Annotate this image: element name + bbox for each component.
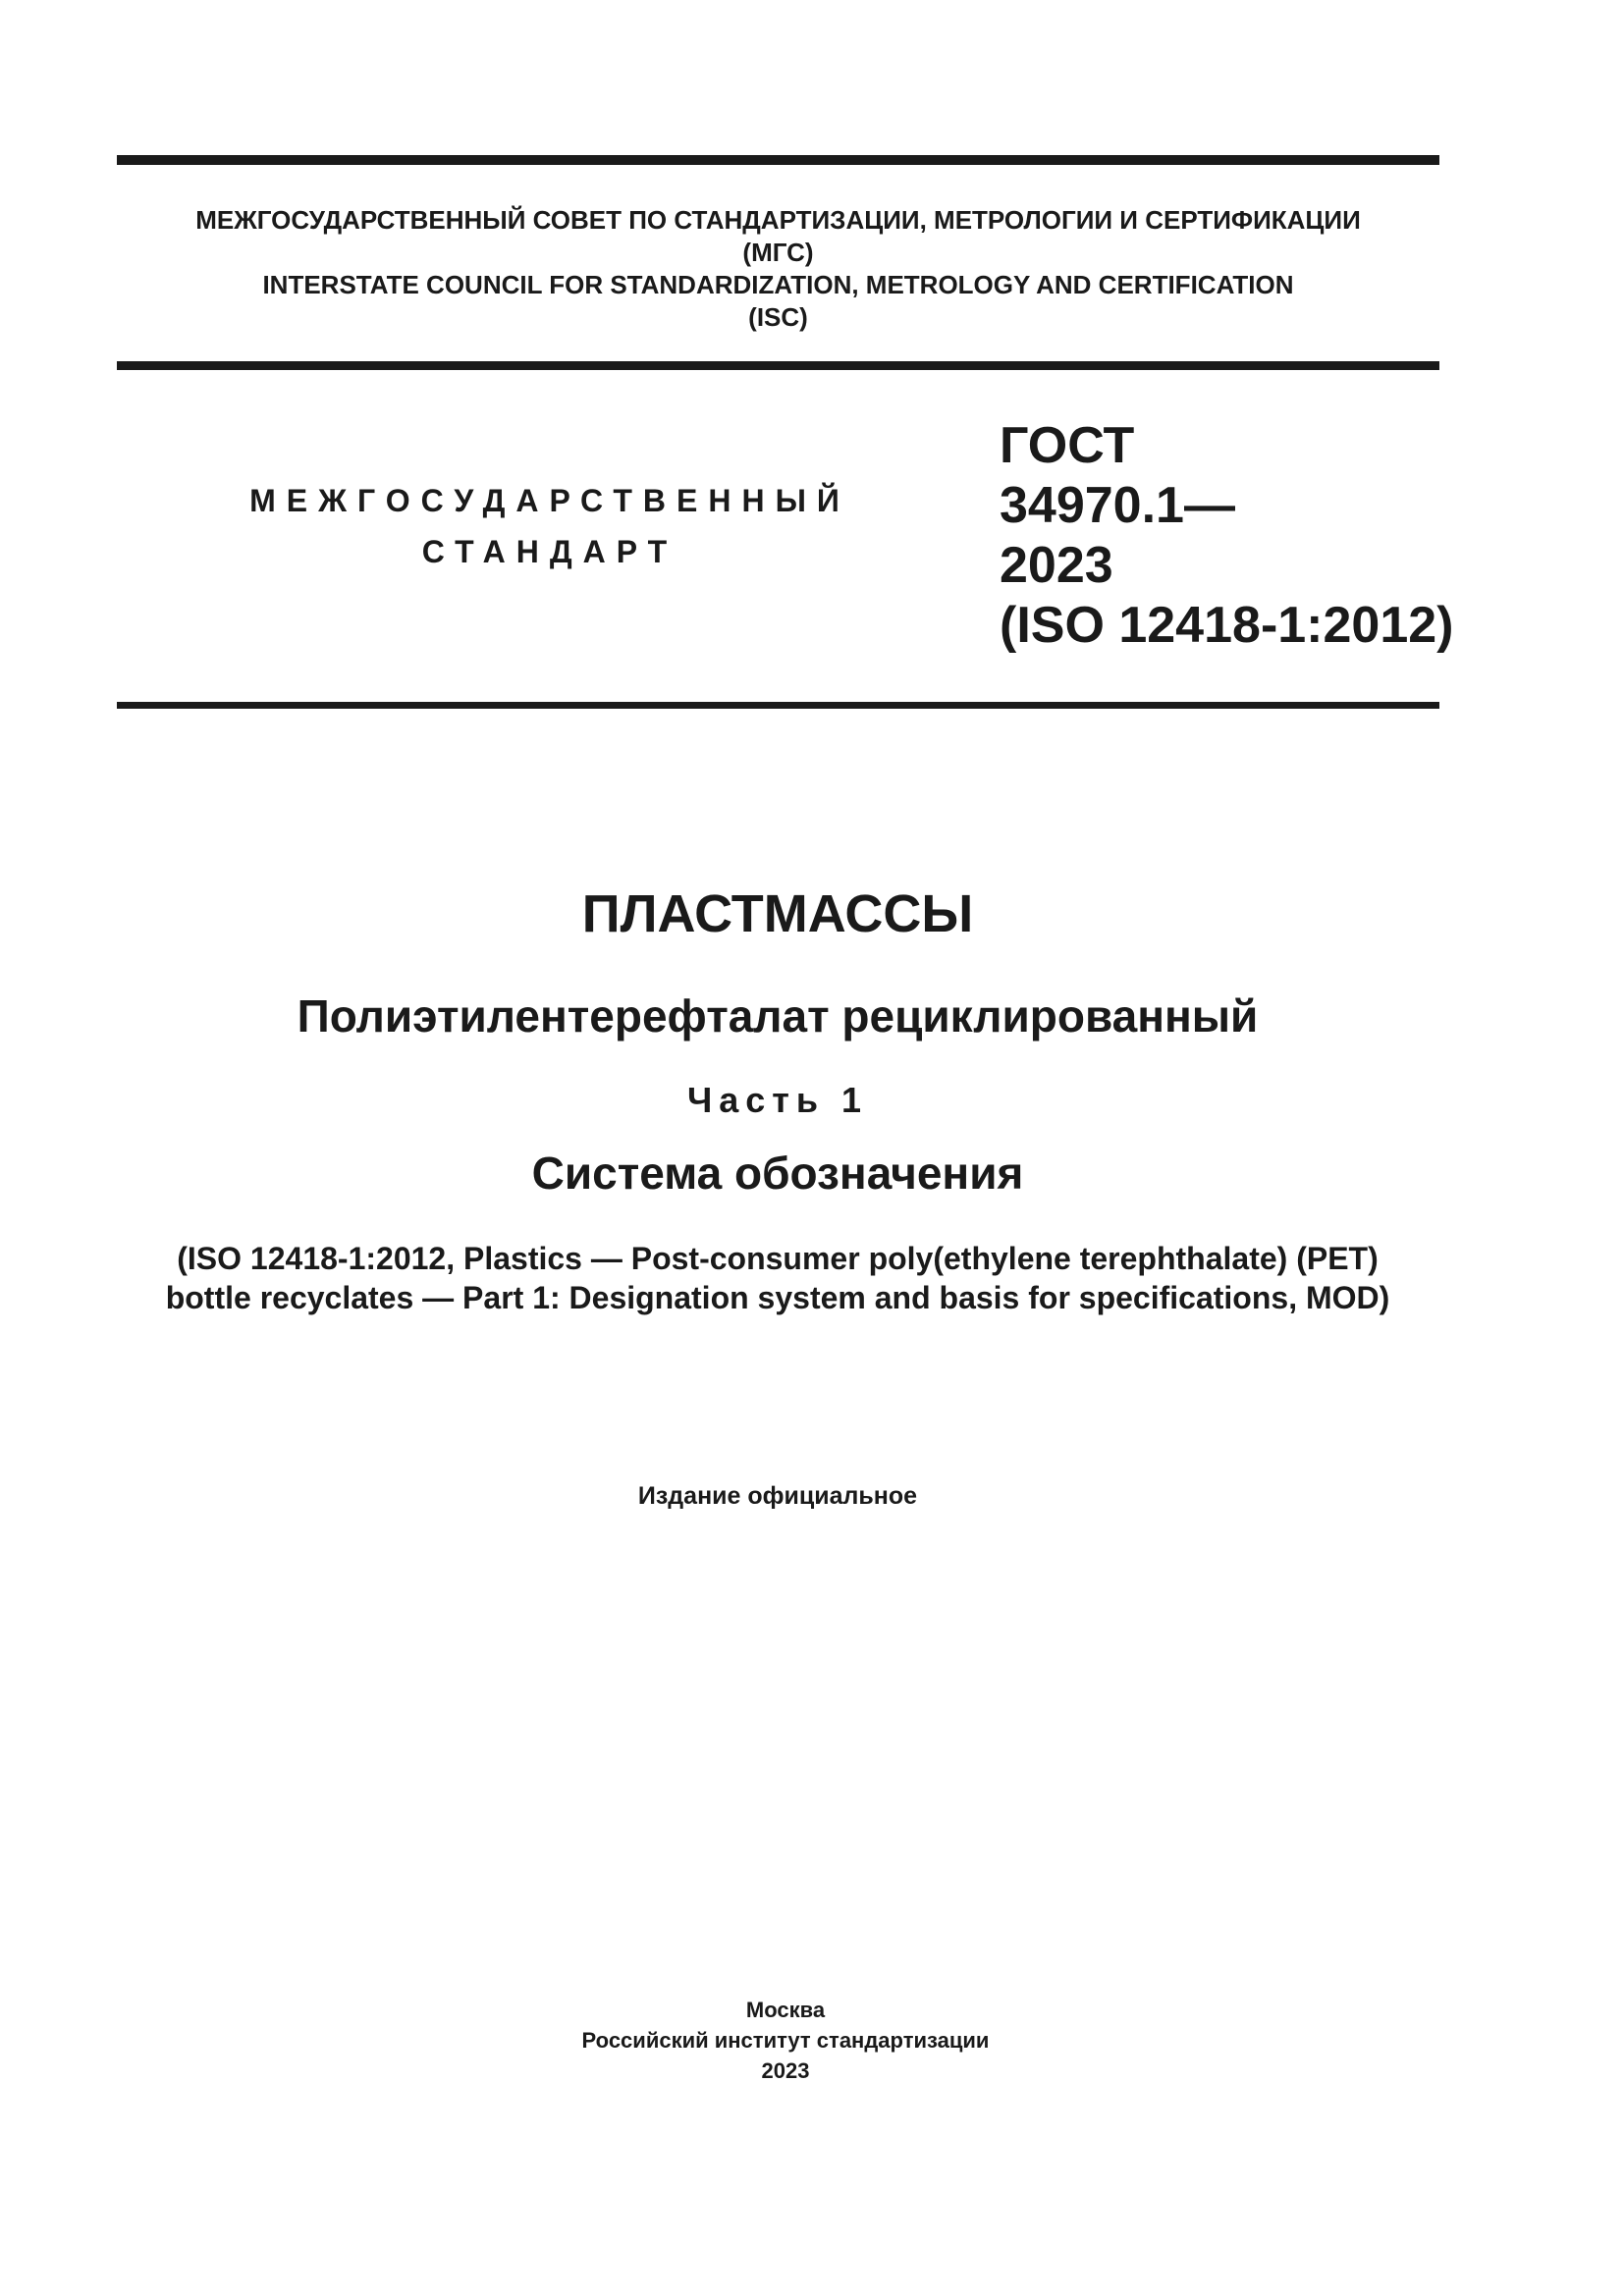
- edition-label: Издание официальное: [637, 1482, 918, 1510]
- council-abbr-en: (ISC): [748, 302, 808, 332]
- designation-number: 34970.1—: [1000, 477, 1235, 534]
- designation-year: 2023: [1000, 537, 1113, 594]
- middle-rule: [117, 361, 1439, 370]
- standard-type: [196, 475, 903, 577]
- part-title: Система обозначения: [531, 1148, 1024, 1199]
- top-rule: [117, 155, 1439, 165]
- imprint-publisher: Российский институт стандартизации: [581, 2028, 990, 2053]
- document-title: ПЛАСТМАССЫ: [581, 884, 974, 943]
- council-abbr-ru: (МГС): [742, 238, 814, 267]
- imprint-year: 2023: [761, 2058, 810, 2083]
- iso-reference-line2: bottle recyclates — Part 1: Designation system and basis for specifications, MOD): [165, 1280, 1390, 1315]
- standard-type-line2: СТАНДАРТ: [421, 534, 678, 569]
- designation-prefix: ГОСТ: [1000, 417, 1135, 474]
- lower-rule: [117, 702, 1439, 709]
- standard-designation: [1000, 416, 1454, 656]
- imprint: [0, 1995, 1571, 2086]
- council-header: [117, 204, 1439, 334]
- standard-type-line1: МЕЖГОСУДАРСТВЕННЫЙ: [249, 483, 850, 518]
- iso-reference-line1: (ISO 12418-1:2012, Plastics — Post-consumer poly(ethylene terephthalate) (PET): [177, 1241, 1379, 1276]
- council-name-ru: МЕЖГОСУДАРСТВЕННЫЙ СОВЕТ ПО СТАНДАРТИЗАЦИИ, МЕТРОЛОГИИ И СЕРТИФИКАЦИИ: [195, 205, 1361, 235]
- imprint-city: Москва: [745, 1998, 826, 2022]
- council-name-en: INTERSTATE COUNCIL FOR STANDARDIZATION, METROLOGY AND CERTIFICATION: [262, 270, 1294, 299]
- document-subtitle: Полиэтилентерефталат рециклированный: [297, 990, 1259, 1041]
- iso-reference: [0, 1239, 1555, 1317]
- designation-iso: (ISO 12418-1:2012): [1000, 597, 1454, 654]
- part-label: Часть 1: [686, 1080, 869, 1120]
